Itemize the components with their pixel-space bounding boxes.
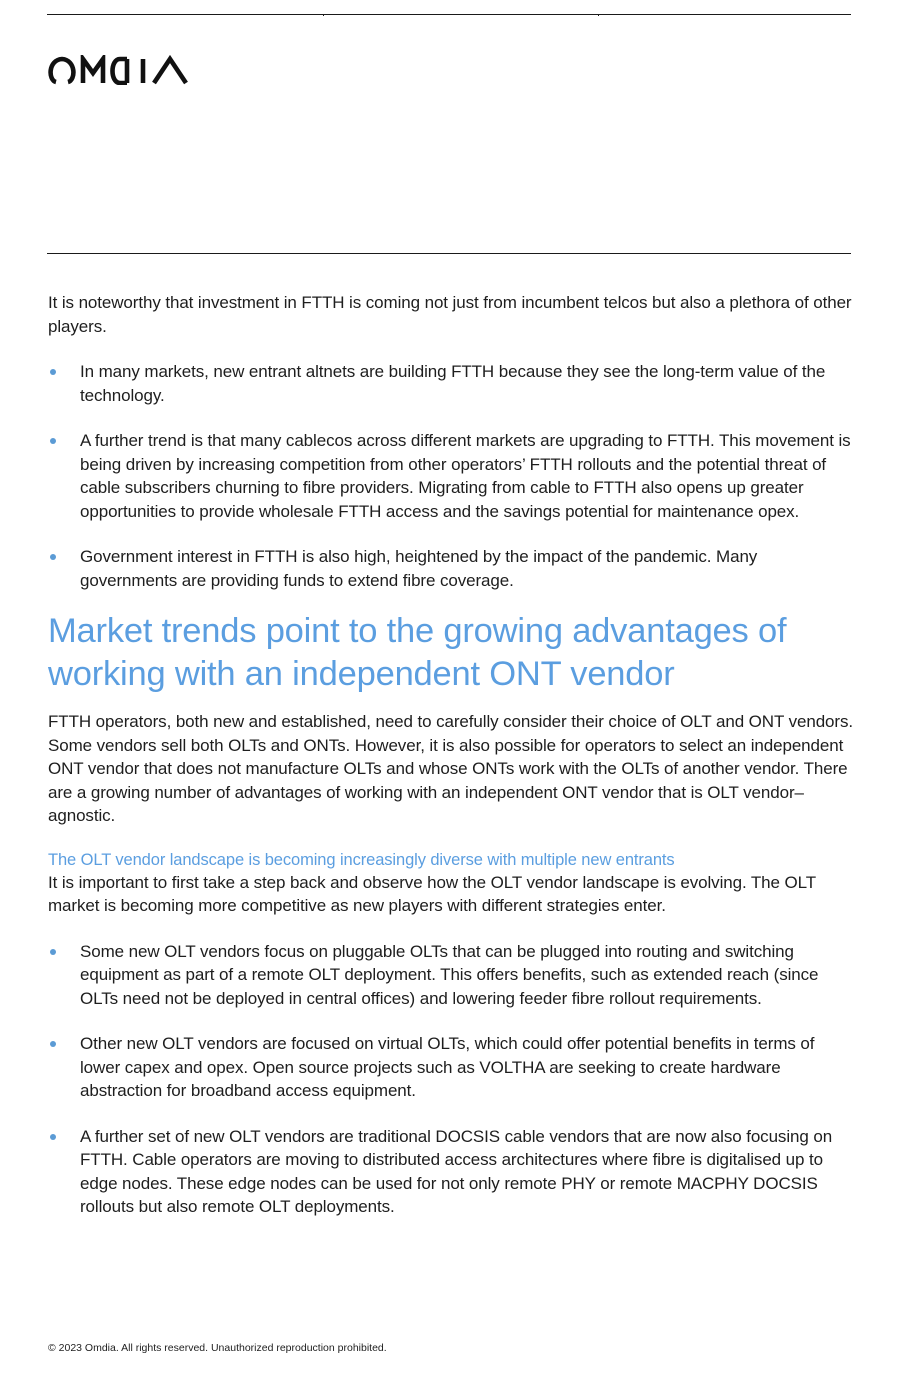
bullet-icon <box>50 554 56 560</box>
top-rule-tick <box>598 14 599 16</box>
list-item: A further trend is that many cablecos across different markets are upgrading to FTTH. This movement is being driven by increasing competition from other operators’ FTTH rollouts and the potential threat of cable subscribers churning to fibre providers. Migrating from cable to FTTH also opens up greater opportunities to provide wholesale FTTH access and the savings potential for maintenance opex. <box>48 429 853 523</box>
bullet-icon <box>50 1041 56 1047</box>
list-item: A further set of new OLT vendors are traditional DOCSIS cable vendors that are now also focusing on FTTH. Cable operators are moving to distributed access architectures where fibre is digitalised up to edge nodes. These edge nodes can be used for not only remote PHY or remote MACPHY DOCSIS rollouts but also remote OLT deployments. <box>48 1125 853 1219</box>
top-rule <box>47 14 851 15</box>
bullet-icon <box>50 949 56 955</box>
section-paragraph: FTTH operators, both new and established, need to carefully consider their choice of OLT and ONT vendors. Some vendors sell both OLTs and ONTs. However, it is also possible for operators to select an independent ONT vendor that does not manufacture OLTs and whose ONTs work with the OLTs of another vendor. There are a growing number of advantages of working with an independent ONT vendor that is OLT vendor–agnostic. <box>48 712 853 825</box>
omdia-logo <box>48 55 190 85</box>
subsection-paragraph: It is important to first take a step back and observe how the OLT vendor landscape is evolving. The OLT market is becoming more competitive as new players with different strategies enter. <box>48 872 816 915</box>
bullet-icon <box>50 369 56 375</box>
bullet-icon <box>50 1134 56 1140</box>
intro-paragraph: It is noteworthy that investment in FTTH is coming not just from incumbent telcos but also a plethora of other players. <box>48 293 852 336</box>
subsection-heading: The OLT vendor landscape is becoming increasingly diverse with multiple new entrants <box>48 850 675 869</box>
main-content <box>48 291 853 1219</box>
copyright-footer: © 2023 Omdia. All rights reserved. Unauthorized reproduction prohibited. <box>48 1342 387 1354</box>
list-item: Some new OLT vendors focus on pluggable OLTs that can be plugged into routing and switching equipment as part of a remote OLT deployment. This offers benefits, such as extended reach (since OLTs need not be deployed in central offices) and lowering feeder fibre rollout requirements. <box>48 940 853 1011</box>
top-rule-tick <box>323 14 324 16</box>
header-divider <box>47 253 851 254</box>
list-item: Government interest in FTTH is also high, heightened by the impact of the pandemic. Many governments are providing funds to extend fibre coverage. <box>48 545 853 592</box>
list-item: Other new OLT vendors are focused on virtual OLTs, which could offer potential benefits in terms of lower capex and opex. Open source projects such as VOLTHA are seeking to create hardware abstraction for broadband access equipment. <box>48 1032 853 1103</box>
intro-bullet-list <box>48 360 853 592</box>
vendor-bullet-list <box>48 940 853 1219</box>
bullet-icon <box>50 438 56 444</box>
list-item: In many markets, new entrant altnets are building FTTH because they see the long-term value of the technology. <box>48 360 853 407</box>
section-heading: Market trends point to the growing advantages of working with an independent ONT vendor <box>48 612 787 693</box>
